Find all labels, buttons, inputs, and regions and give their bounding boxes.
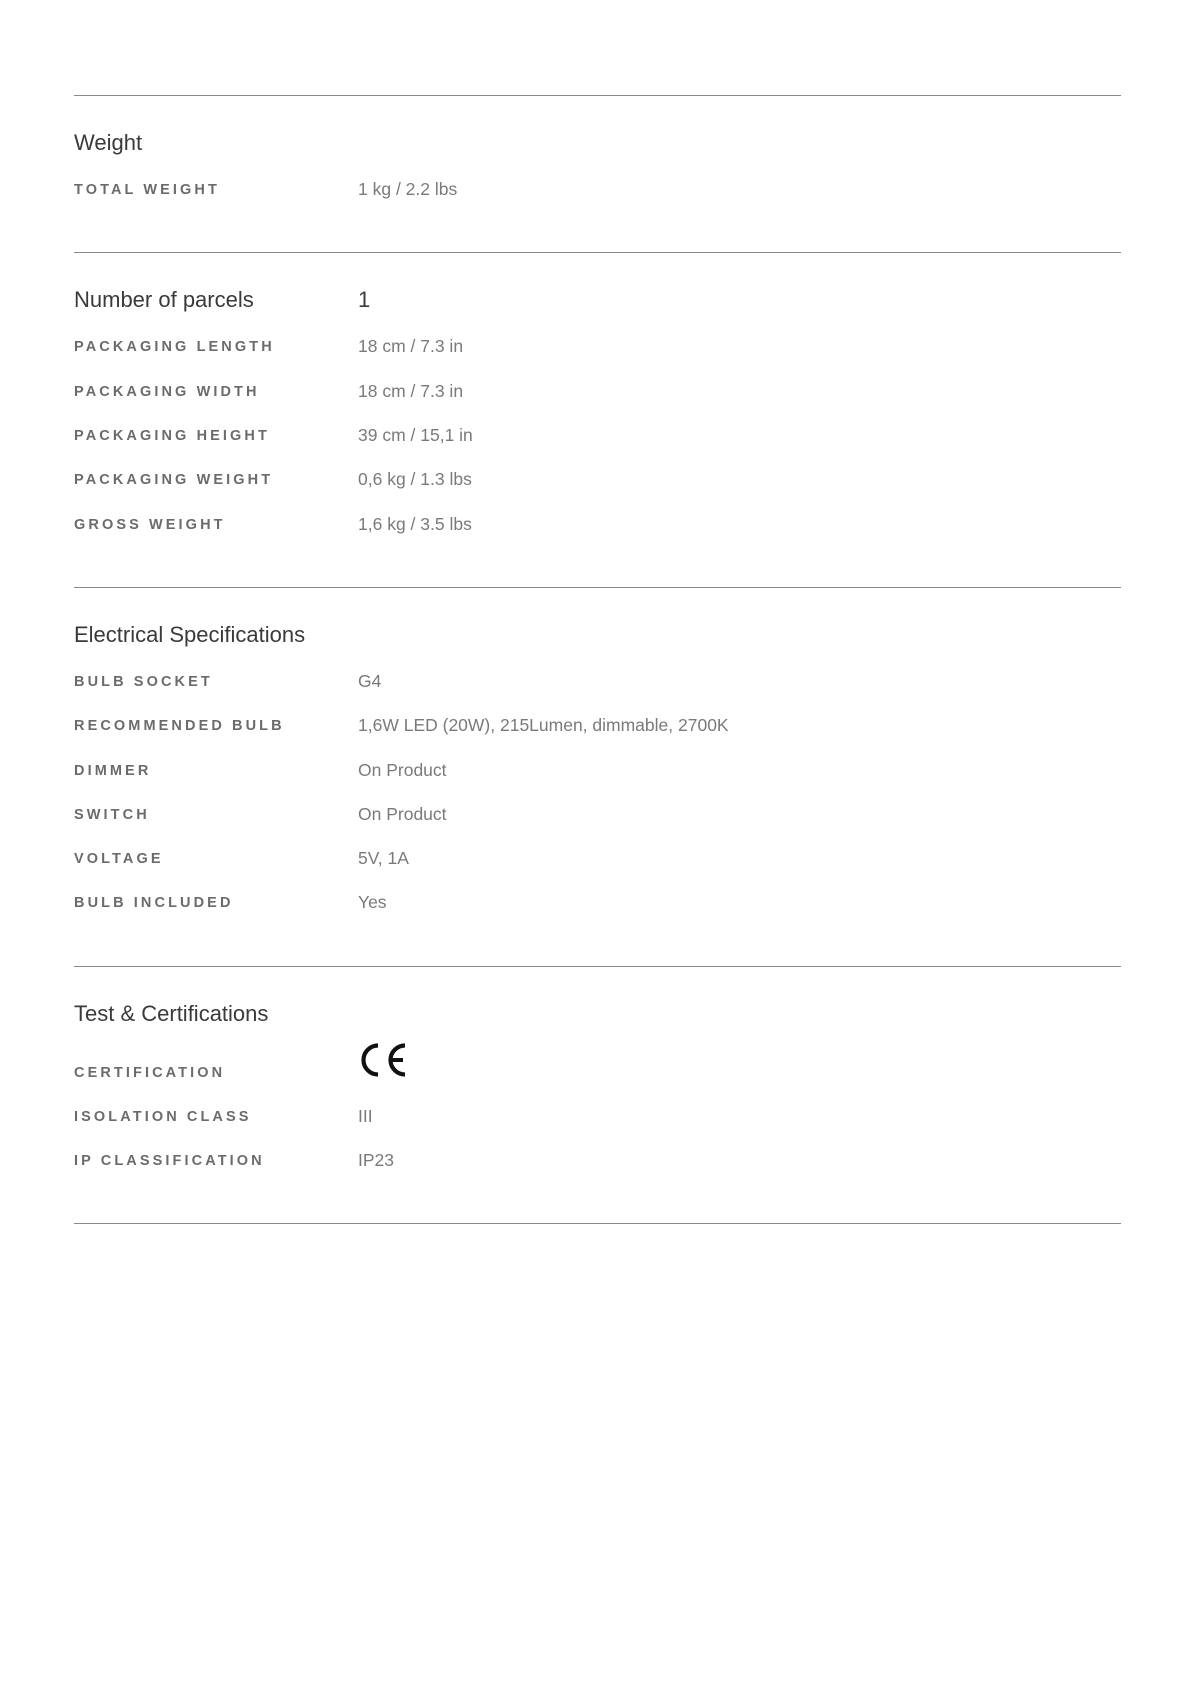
spec-value-ip-classification: IP23 <box>358 1150 394 1170</box>
spec-value-recommended-bulb: 1,6W LED (20W), 215Lumen, dimmable, 2700K <box>358 715 729 735</box>
divider <box>74 95 1121 96</box>
section-title-weight: Weight <box>74 130 143 155</box>
spec-label-gross-weight: GROSS WEIGHT <box>74 517 226 533</box>
spec-label-isolation-class: ISOLATION CLASS <box>74 1109 252 1125</box>
section-title-certifications: Test & Certifications <box>74 1001 269 1026</box>
spec-value-isolation-class: III <box>358 1106 373 1126</box>
parcel-count: 1 <box>358 287 371 312</box>
divider <box>74 1223 1121 1224</box>
spec-value-packaging-width: 18 cm / 7.3 in <box>358 381 464 401</box>
section-title-electrical: Electrical Specifications <box>74 622 306 647</box>
spec-label-total-weight: TOTAL WEIGHT <box>74 182 220 198</box>
spec-label-packaging-width: PACKAGING WIDTH <box>74 384 260 400</box>
spec-value-gross-weight: 1,6 kg / 3.5 lbs <box>358 514 472 534</box>
spec-label-ip-classification: IP CLASSIFICATION <box>74 1153 265 1169</box>
divider <box>74 587 1121 588</box>
spec-value-bulb-socket: G4 <box>358 671 382 691</box>
spec-label-voltage: VOLTAGE <box>74 851 164 867</box>
spec-label-dimmer: DIMMER <box>74 763 152 779</box>
spec-label-packaging-length: PACKAGING LENGTH <box>74 339 275 355</box>
spec-label-certification: CERTIFICATION <box>74 1065 226 1081</box>
spec-value-voltage: 5V, 1A <box>358 848 409 868</box>
spec-value-packaging-length: 18 cm / 7.3 in <box>358 336 464 356</box>
spec-label-switch: SWITCH <box>74 807 150 823</box>
spec-value-packaging-weight: 0,6 kg / 1.3 lbs <box>358 469 472 489</box>
divider <box>74 966 1121 967</box>
spec-label-bulb-socket: BULB SOCKET <box>74 674 213 690</box>
spec-label-recommended-bulb: RECOMMENDED BULB <box>74 718 285 734</box>
section-title-parcels: Number of parcels <box>74 287 254 312</box>
spec-value-bulb-included: Yes <box>358 892 387 912</box>
spec-value-dimmer: On Product <box>358 760 447 780</box>
ce-mark-icon <box>358 1042 408 1078</box>
spec-value-packaging-height: 39 cm / 15,1 in <box>358 425 473 445</box>
spec-label-packaging-weight: PACKAGING WEIGHT <box>74 472 274 488</box>
divider <box>74 252 1121 253</box>
spec-label-packaging-height: PACKAGING HEIGHT <box>74 428 270 444</box>
spec-value-total-weight: 1 kg / 2.2 lbs <box>358 179 458 199</box>
spec-value-switch: On Product <box>358 804 447 824</box>
spec-label-bulb-included: BULB INCLUDED <box>74 895 234 911</box>
